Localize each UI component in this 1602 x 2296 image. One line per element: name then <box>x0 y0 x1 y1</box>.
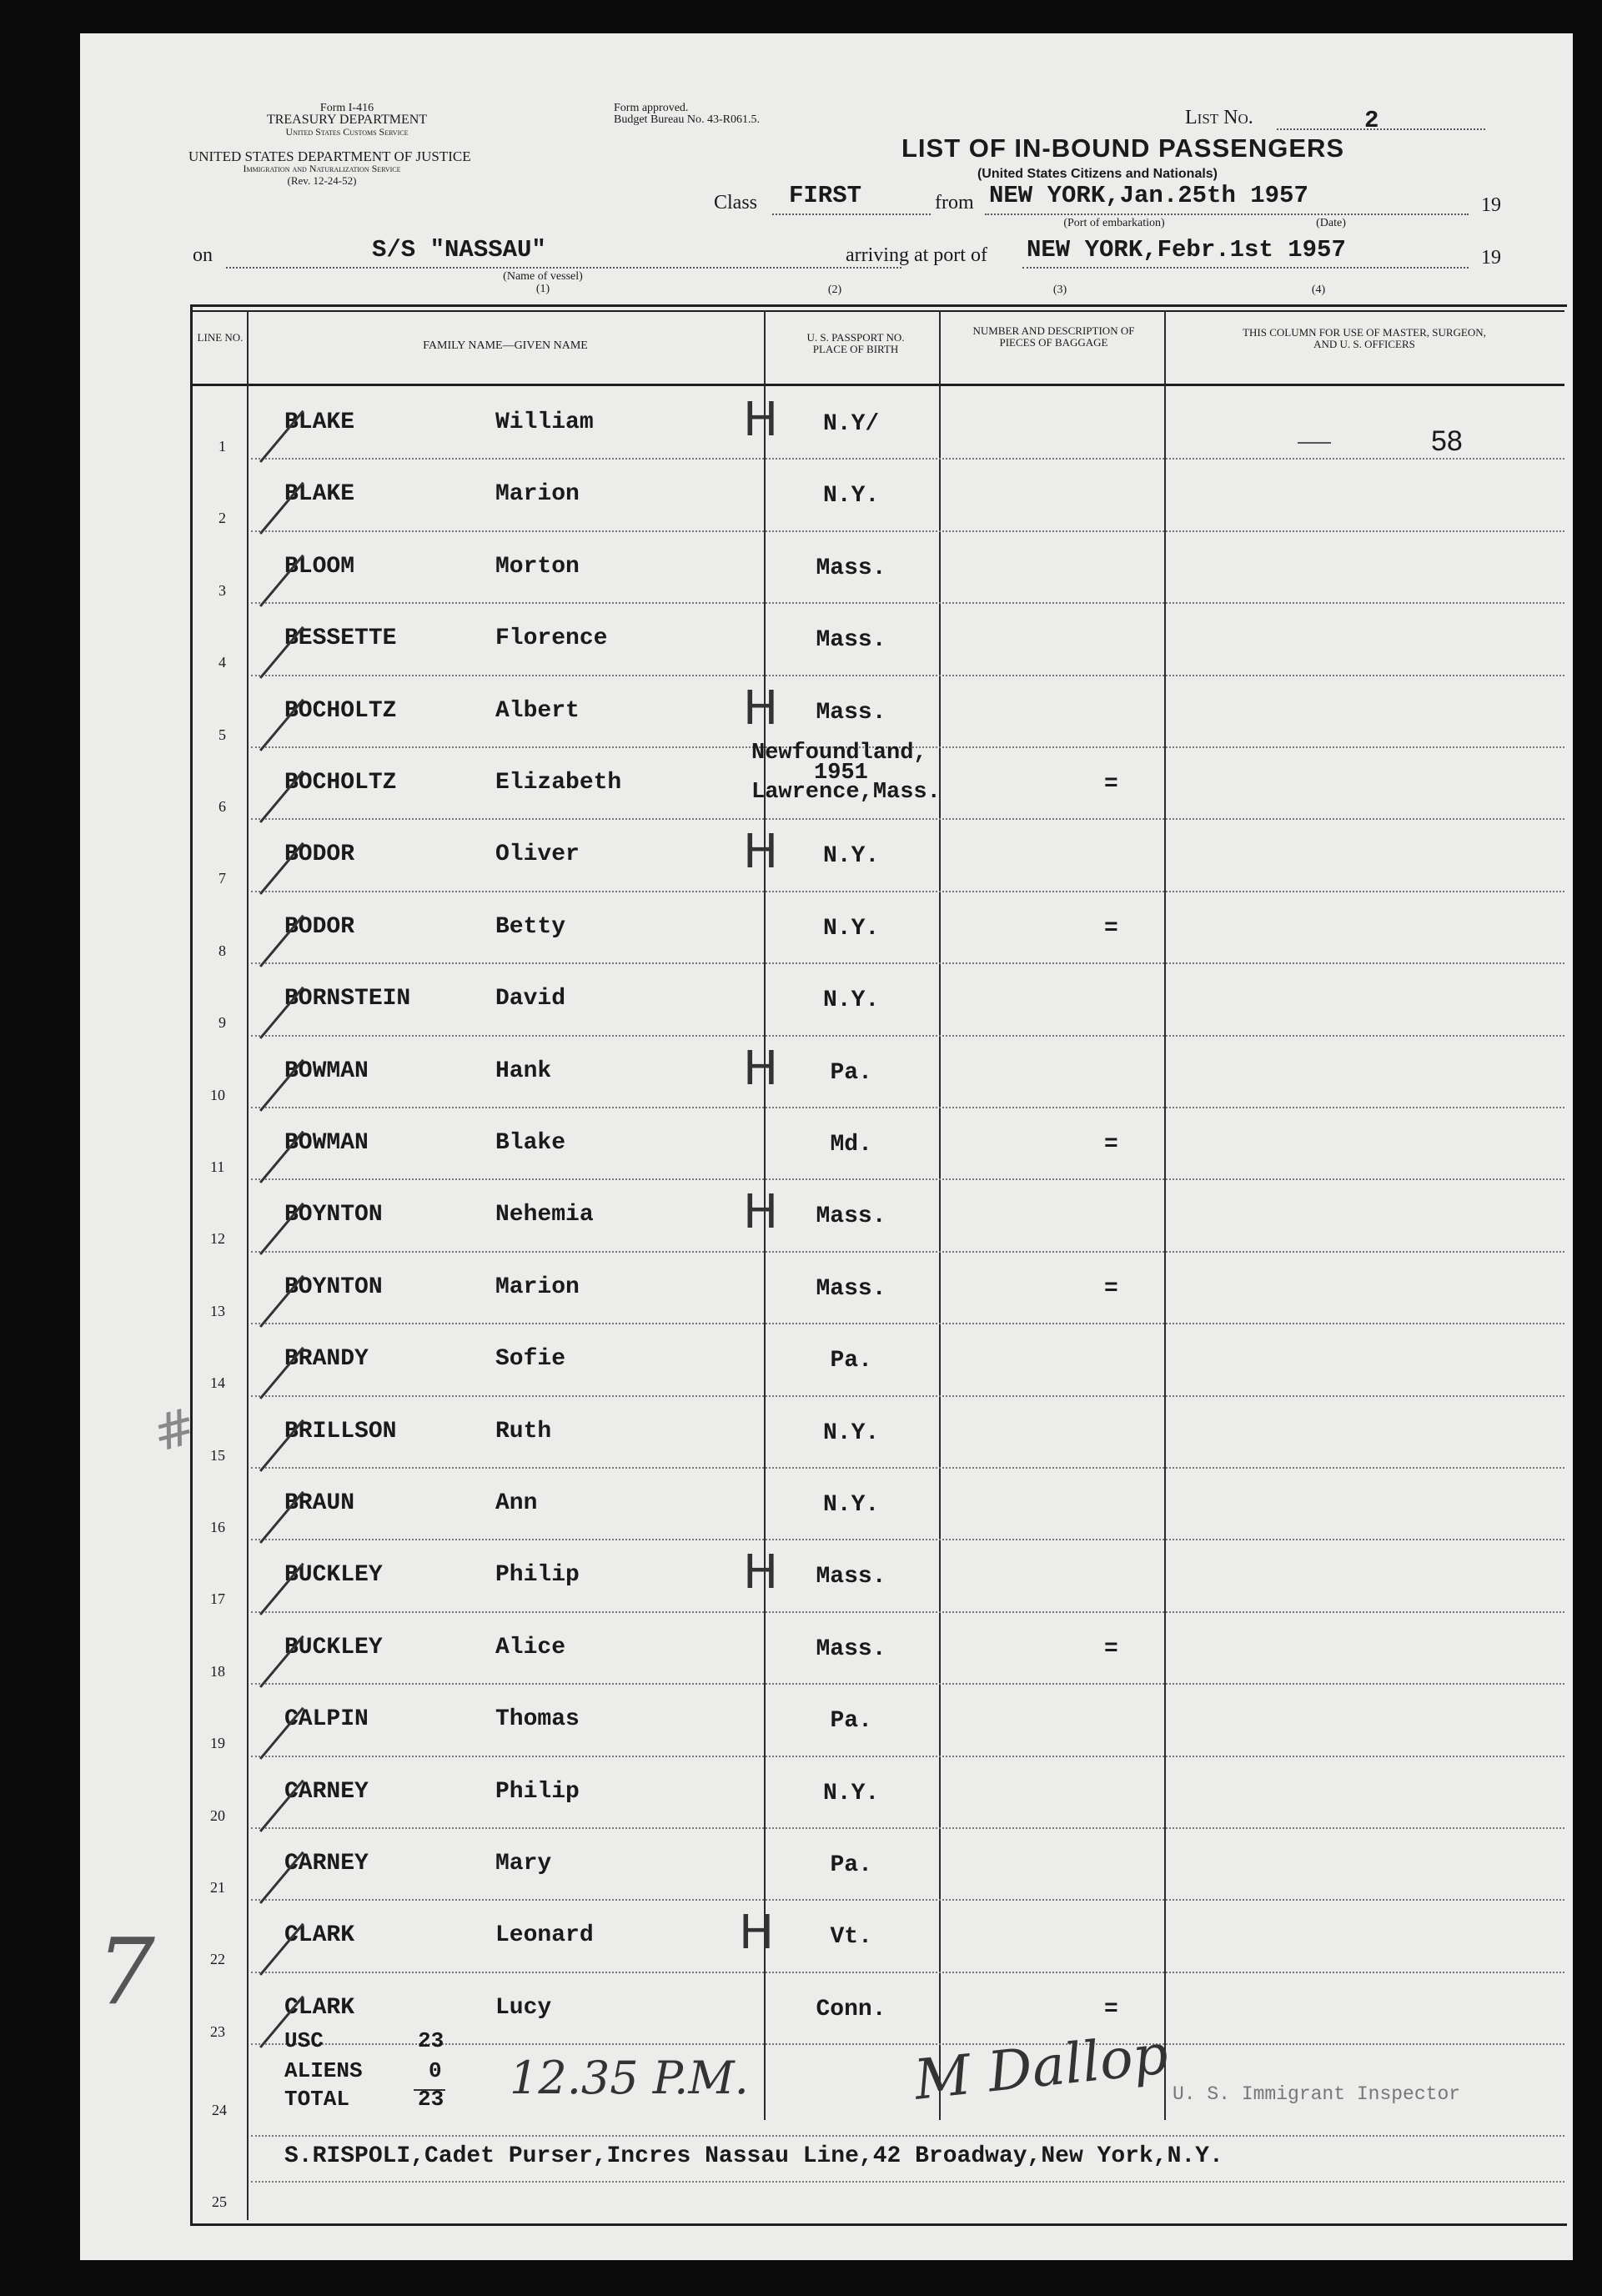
place-of-birth: N.Y. <box>823 843 880 870</box>
line-number: 7 <box>218 870 226 887</box>
vessel-caption-num: (1) <box>535 283 550 295</box>
divider-passport <box>939 310 941 2120</box>
row-rule <box>251 1683 1564 1685</box>
family-name: BRAUN <box>284 1490 355 1516</box>
header-line-no: LINE NO. <box>197 331 244 344</box>
date-caption: (Date) <box>1316 217 1346 229</box>
total-label: TOTAL <box>284 2087 350 2112</box>
row-rule <box>251 1611 1564 1613</box>
line-number: 3 <box>218 581 226 599</box>
line-number: 21 <box>210 1879 225 1896</box>
header-baggage: NUMBER AND DESCRIPTION OF PIECES OF BAGGAGE <box>972 324 1135 349</box>
col-num-2: (2) <box>827 284 842 296</box>
family-name: CALPIN <box>284 1706 369 1733</box>
row-rule <box>251 891 1564 892</box>
place-of-birth: N.Y/ <box>823 411 880 437</box>
line-number: 9 <box>218 1014 226 1032</box>
row-rule <box>251 962 1564 964</box>
row-rule <box>251 602 1564 604</box>
officer-note-row1: 58 <box>1431 425 1463 457</box>
row-rule <box>251 1899 1564 1901</box>
arriving-value: NEW YORK,Febr.1st 1957 <box>1027 236 1346 264</box>
vessel-value: S/S "NASSAU" <box>372 236 546 264</box>
given-name: Ruth <box>495 1418 552 1444</box>
family-name: BUCKLEY <box>284 1562 383 1589</box>
class-line <box>772 214 931 215</box>
given-name: Leonard <box>495 1922 594 1949</box>
family-name: BLAKE <box>284 481 355 508</box>
handwritten-mark: H <box>743 393 779 447</box>
document-page <box>80 33 1573 2260</box>
place-of-birth: N.Y. <box>823 1780 880 1806</box>
from-value: NEW YORK,Jan.25th 1957 <box>989 182 1308 209</box>
row-rule <box>251 1395 1564 1397</box>
baggage: = <box>1104 915 1118 942</box>
handwritten-mark: H <box>743 681 779 736</box>
place-of-birth: Mass. <box>816 627 886 654</box>
row-rule <box>251 1323 1564 1324</box>
row-rule <box>251 1827 1564 1829</box>
given-name: Philip <box>495 1562 580 1589</box>
given-name: Albert <box>495 697 580 724</box>
family-name: BESSETTE <box>284 625 397 652</box>
family-name: BOWMAN <box>284 1130 369 1156</box>
line-number: 14 <box>210 1374 225 1392</box>
line-number: 6 <box>218 798 226 815</box>
line-number: 4 <box>218 654 226 671</box>
line-number-25: 25 <box>212 2193 227 2210</box>
total-underline <box>414 2089 445 2091</box>
baggage: = <box>1104 1996 1118 2022</box>
form-number: Form I-416 <box>319 102 374 114</box>
customs-label: United States Customs Service <box>285 126 409 138</box>
place-of-birth: Vt. <box>830 1924 872 1951</box>
family-name: BOYNTON <box>284 1274 383 1300</box>
given-name: Marion <box>495 481 580 508</box>
family-name: BRANDY <box>284 1346 369 1373</box>
handwritten-mark: H <box>743 1545 779 1600</box>
row-rule <box>251 1756 1564 1757</box>
row6-birth-line2: 1951 <box>814 761 868 786</box>
given-name: Betty <box>495 913 566 940</box>
given-name: Oliver <box>495 842 580 868</box>
place-of-birth: Conn. <box>816 1996 886 2022</box>
budget-bureau: Budget Bureau No. 43-R061.5. <box>614 113 760 126</box>
row-rule <box>251 530 1564 532</box>
margin-mark-1: # <box>146 1396 203 1465</box>
given-name: Marion <box>495 1274 580 1300</box>
col-num-4: (4) <box>1311 284 1326 296</box>
line-number: 11 <box>210 1158 225 1175</box>
line-number: 16 <box>210 1519 225 1535</box>
row-rule <box>251 1178 1564 1180</box>
given-name: Philip <box>495 1778 580 1805</box>
line-number: 23 <box>210 2022 225 2040</box>
family-name: BODOR <box>284 913 355 940</box>
line-number: 1 <box>218 438 226 455</box>
table-top-rule <box>193 310 1564 312</box>
row-rule <box>251 675 1564 676</box>
row-rule <box>251 1467 1564 1469</box>
place-of-birth: Pa. <box>830 1059 872 1086</box>
family-name: CLARK <box>284 1922 355 1949</box>
handwritten-mark: H <box>739 1906 775 1961</box>
line-number-24: 24 <box>212 2102 227 2118</box>
row-rule <box>251 1251 1564 1253</box>
given-name: Blake <box>495 1130 566 1156</box>
place-of-birth: N.Y. <box>823 915 880 942</box>
purser-line: S.RISPOLI,Cadet Purser,Incres Nassau Line,42 Broadway,New York,N.Y. <box>284 2143 1223 2169</box>
from-line <box>985 214 1469 215</box>
line-number: 2 <box>218 510 226 527</box>
page-title: LIST OF IN-BOUND PASSENGERS <box>901 133 1345 163</box>
list-no-value: 2 <box>1364 107 1379 134</box>
list-no-line <box>1277 128 1485 130</box>
row-rule <box>251 818 1564 820</box>
family-name: BOCHOLTZ <box>284 770 397 796</box>
header-officers: THIS COLUMN FOR USE OF MASTER, SURGEON, AND U. S. OFFICERS <box>1243 326 1486 350</box>
margin-mark-2: 7 <box>97 1918 155 2025</box>
place-of-birth: Mass. <box>816 1203 886 1230</box>
line-number: 18 <box>210 1662 225 1680</box>
family-name: CARNEY <box>284 1778 369 1805</box>
given-name: Mary <box>495 1851 552 1876</box>
given-name: William <box>495 409 594 435</box>
family-name: CARNEY <box>284 1851 369 1876</box>
given-name: Sofie <box>495 1346 566 1373</box>
row-rule <box>251 458 1564 460</box>
inspector-signature: M Dallop <box>911 2022 1172 2113</box>
baggage: = <box>1104 1635 1118 1662</box>
year-suffix-1: 19 <box>1481 194 1501 216</box>
line-number: 20 <box>210 1806 225 1824</box>
passenger-table <box>190 304 1567 2226</box>
arriving-label: arriving at port of <box>846 244 987 266</box>
baggage: = <box>1104 1132 1118 1158</box>
vessel-caption: (Name of vessel) <box>503 270 583 283</box>
divider-baggage <box>1164 310 1166 2120</box>
family-name: BLOOM <box>284 553 355 580</box>
given-name: Alice <box>495 1634 566 1660</box>
year-suffix-2: 19 <box>1481 247 1501 269</box>
page-subtitle: (United States Citizens and Nationals) <box>977 167 1218 181</box>
given-name: Nehemia <box>495 1202 594 1228</box>
place-of-birth: Mass. <box>816 1635 886 1662</box>
place-of-birth: N.Y. <box>823 1419 880 1446</box>
given-name: Hank <box>495 1058 552 1084</box>
header-passport: U. S. PASSPORT NO. PLACE OF BIRTH <box>806 331 905 355</box>
row-rule-24 <box>251 2135 1564 2137</box>
line-number: 10 <box>210 1086 225 1103</box>
total-value: 23 <box>418 2087 444 2112</box>
line-number: 8 <box>218 942 226 959</box>
usc-label: USC <box>284 2028 324 2053</box>
family-name: BOCHOLTZ <box>284 697 397 724</box>
line-number: 12 <box>210 1230 225 1248</box>
line-number: 13 <box>210 1302 225 1319</box>
arriving-line <box>1022 267 1469 269</box>
place-of-birth: Pa. <box>830 1708 872 1735</box>
vessel-line <box>226 267 901 269</box>
place-of-birth: Mass. <box>816 1275 886 1302</box>
place-of-birth: N.Y. <box>823 987 880 1014</box>
place-of-birth: Pa. <box>830 1852 872 1878</box>
row6-birth-line1: Newfoundland, <box>751 741 927 766</box>
row-rule <box>251 1035 1564 1037</box>
list-no-label: List No. <box>1185 107 1253 128</box>
given-name: Thomas <box>495 1706 580 1733</box>
row-rule <box>251 1539 1564 1540</box>
row-rule <box>251 2043 1564 2045</box>
port-embark-caption: (Port of embarkation) <box>1063 217 1165 229</box>
divider-line-no <box>247 310 249 2220</box>
family-name: BRILLSON <box>284 1418 397 1444</box>
handwritten-time: 12.35 P.M. <box>510 2052 749 2104</box>
place-of-birth: Mass. <box>816 555 886 581</box>
place-of-birth: Mass. <box>816 699 886 726</box>
line-number: 22 <box>210 1951 225 1968</box>
ins-label: Immigration and Naturalization Service <box>243 163 401 174</box>
family-name: BOWMAN <box>284 1058 369 1084</box>
family-name: BLAKE <box>284 409 355 435</box>
given-name: Elizabeth <box>495 770 622 796</box>
given-name: Ann <box>495 1490 538 1516</box>
handwritten-mark: H <box>743 1185 779 1240</box>
justice-label: UNITED STATES DEPARTMENT OF JUSTICE <box>188 148 471 164</box>
treasury-label: TREASURY DEPARTMENT <box>266 113 428 127</box>
place-of-birth: N.Y. <box>823 1492 880 1518</box>
baggage: = <box>1104 1275 1118 1302</box>
given-name: Florence <box>495 625 608 652</box>
row-rule-25 <box>251 2181 1564 2183</box>
class-label: Class <box>714 192 758 214</box>
handwritten-mark: H <box>743 1041 779 1096</box>
family-name: BUCKLEY <box>284 1634 383 1660</box>
baggage: = <box>1104 771 1118 797</box>
place-of-birth: Pa. <box>830 1348 872 1374</box>
line-number: 5 <box>218 726 226 743</box>
usc-value: 23 <box>418 2028 444 2053</box>
row-rule <box>251 1107 1564 1108</box>
line-number: 19 <box>210 1735 225 1752</box>
place-of-birth: N.Y. <box>823 483 880 510</box>
header-name: FAMILY NAME—GIVEN NAME <box>423 339 588 352</box>
col-num-3: (3) <box>1052 284 1067 296</box>
class-value: FIRST <box>789 182 862 209</box>
place-of-birth: Md. <box>830 1132 872 1158</box>
place-of-birth: Lawrence,Mass. <box>751 780 941 805</box>
officer-dash <box>1298 442 1331 444</box>
family-name: BORNSTEIN <box>284 986 411 1012</box>
line-number: 17 <box>210 1590 225 1608</box>
family-name: BOYNTON <box>284 1202 383 1228</box>
aliens-value: 0 <box>429 2058 442 2083</box>
revision-label: (Rev. 12-24-52) <box>287 174 357 187</box>
family-name: CLARK <box>284 1994 355 2021</box>
header-rule <box>193 384 1564 386</box>
on-label: on <box>193 244 213 266</box>
form-approved: Form approved. <box>614 102 689 114</box>
family-name: BODOR <box>284 842 355 868</box>
place-of-birth: Mass. <box>816 1564 886 1590</box>
row-rule <box>251 1972 1564 1973</box>
aliens-label: ALIENS <box>284 2058 363 2083</box>
given-name: David <box>495 986 566 1012</box>
line-number: 15 <box>210 1446 225 1464</box>
given-name: Lucy <box>495 1994 552 2021</box>
inspector-label: U. S. Immigrant Inspector <box>1173 2083 1461 2105</box>
from-label: from <box>935 192 974 214</box>
given-name: Morton <box>495 553 580 580</box>
handwritten-mark: H <box>743 825 779 880</box>
